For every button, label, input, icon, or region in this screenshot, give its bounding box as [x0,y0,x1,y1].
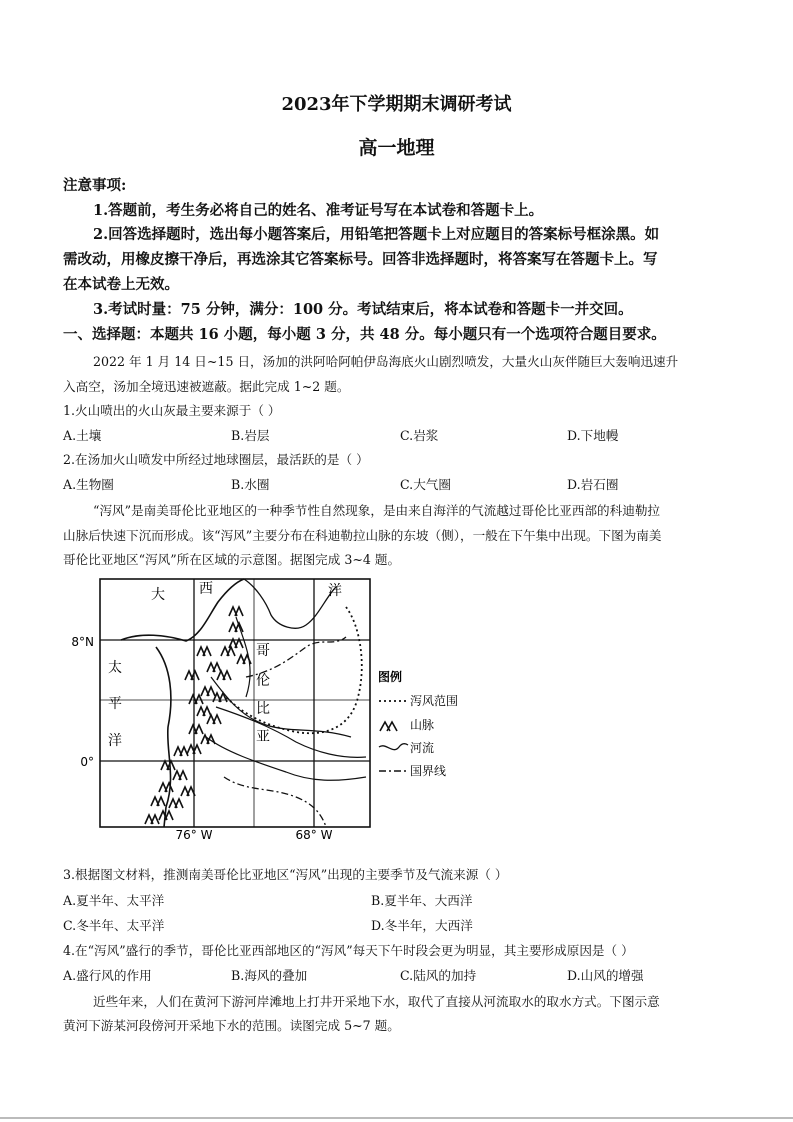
legend-mountain-label: 山脉 [410,718,435,732]
question-3-option-d: D.冬半年，大西洋 [371,918,473,933]
question-2-stem: 2.在汤加火山喷发中所经过地球圈层，最活跃的是（ ） [63,452,369,467]
mountain-symbol [189,695,203,704]
question-3-stem: 3.根据图文材料，推测南美哥伦比亚地区“泻风”出现的主要季节及气流来源（ ） [63,867,508,882]
question-2-option-c: C.大气圈 [400,477,451,492]
passage-1-line-2: 入高空，汤加全境迅速被遮蔽。据此完成 1~2 题。 [63,379,350,394]
mountain-symbol [169,799,183,808]
ocean-label-char: 西 [199,581,213,597]
passage-2-line-1: “泻风”是南美哥伦比亚地区的一种季节性自然现象，是由来自海洋的气流越过哥伦比亚西部的科迪勒拉 [93,503,661,518]
legend-mountain-symbol [380,722,397,731]
mountain-symbol [207,663,221,672]
question-4-option-a: A.盛行风的作用 [63,968,152,983]
mountain-symbol [173,771,187,780]
question-3-option-c: C.冬半年、太平洋 [63,918,165,933]
river [206,737,366,780]
legend-title: 图例 [378,670,403,684]
mountain-symbol [201,735,215,744]
mountain-symbol [181,787,195,796]
ocean-label-char: 太 [108,660,122,676]
mountain-symbol [221,647,235,656]
question-3-option-a: A.夏半年、太平洋 [63,893,165,908]
lon-76w-label: 76° W [175,828,213,842]
legend-river-symbol [379,744,408,750]
question-2-option-b: B.水圈 [231,477,270,492]
question-2-option-a: A.生物圈 [63,477,114,492]
map-frame [100,579,370,827]
notice-item-1: 1.答题前，考生务必将自己的姓名、准考证号写在本试卷和答题卡上。 [93,202,544,219]
mountain-symbol [207,715,221,724]
ocean-label-char: 洋 [328,583,342,599]
question-1-option-c: C.岩浆 [400,428,439,443]
passage-1-line-1: 2022 年 1 月 14 日~15 日，汤加的洪阿哈阿帕伊岛海底火山剧烈喷发，大量火山灰伴随巨大轰响迅速升 [93,354,679,369]
question-4-option-b: B.海风的叠加 [231,968,308,983]
mountain-symbol [189,725,203,734]
country-label-char: 比 [256,701,270,717]
mountain-symbol [229,607,243,616]
river [211,677,351,737]
question-3-option-b: B.夏半年、大西洋 [371,893,473,908]
notice-item-2-line-3: 在本试卷上无效。 [63,276,179,293]
map-legend [378,669,458,778]
country-label-char: 亚 [256,729,270,745]
colombia-foehn-map [71,577,476,842]
caribbean-coastline [121,579,244,641]
notice-item-2-line-2: 需改动，用橡皮擦干净后，再选涂其它答案标号。回答非选择题时，将答案写在答题卡上。写 [63,251,658,268]
section-1-heading: 一、选择题：本题共 16 小题，每小题 3 分，共 48 分。每小题只有一个选项符合题目要求。 [63,326,666,343]
question-4-option-c: C.陆风的加持 [400,968,477,983]
passage-3-line-2: 黄河下游某河段傍河开采地下水的范围。读图完成 5~7 题。 [63,1018,400,1033]
lat-8n-label: 8°N [71,635,94,649]
passage-2-line-2: 山脉后快速下沉而形成。该“泻风”主要分布在科迪勒拉山脉的东坡（侧），一般在下午集中出现。下图为南美 [63,528,662,543]
notice-item-3: 3.考试时量：75 分钟，满分：100 分。考试结束后，将本试卷和答题卡一并交回。 [93,301,633,318]
mountain-symbol [197,707,211,716]
page-bottom-rule [0,1117,793,1119]
mountain-symbol [174,747,188,756]
exam-title: 2023年下学期期末调研考试 [281,94,512,115]
ocean-label-char: 洋 [108,733,122,749]
ocean-label-char: 平 [108,696,122,712]
legend-foehn-label: 泻风范围 [410,694,459,708]
question-1-stem: 1.火山喷出的火山灰最主要来源于（ ） [63,403,281,418]
mountain-symbol [151,797,165,806]
notice-heading: 注意事项: [63,177,127,194]
mountain-symbol [185,671,199,680]
northern-coastline [244,579,336,628]
legend-river-label: 河流 [410,741,435,755]
river [216,707,366,757]
legend-border-label: 国界线 [410,764,447,778]
question-4-option-d: D.山风的增强 [567,968,644,983]
question-4-stem: 4.在“泻风”盛行的季节，哥伦比亚西部地区的“泻风”每天下午时段会更为明显，其主要形成原因是（ ） [63,943,634,958]
question-1-option-a: A.土壤 [63,428,102,443]
mountain-symbol [145,815,159,824]
passage-3-line-1: 近些年来，人们在黄河下游河岸滩地上打井开采地下水，取代了直接从河流取水的取水方式。下图示意 [93,994,660,1009]
country-label-char: 伦 [256,673,270,689]
passage-2-line-3: 哥伦比亚地区“泻风”所在区域的示意图。据图完成 3~4 题。 [63,552,401,567]
foehn-range [226,607,362,733]
notice-item-2-line-1: 2.回答选择题时，选出每小题答案后，用铅笔把答题卡上对应题目的答案标号框涂黑。如 [93,226,660,243]
mountain-symbol [161,761,175,770]
mountain-symbol [201,687,215,696]
exam-subject: 高一地理 [358,137,435,159]
pacific-coastline [156,647,171,827]
lat-0-label: 0° [80,755,94,769]
question-1-option-b: B.岩层 [231,428,270,443]
lon-68w-label: 68° W [295,828,333,842]
mountain-symbol [217,671,231,680]
question-2-option-d: D.岩石圈 [567,477,619,492]
question-1-option-d: D.下地幔 [567,428,619,443]
ocean-label-char: 大 [151,587,165,603]
country-label-char: 哥 [256,643,270,659]
mountain-symbol [197,647,211,656]
